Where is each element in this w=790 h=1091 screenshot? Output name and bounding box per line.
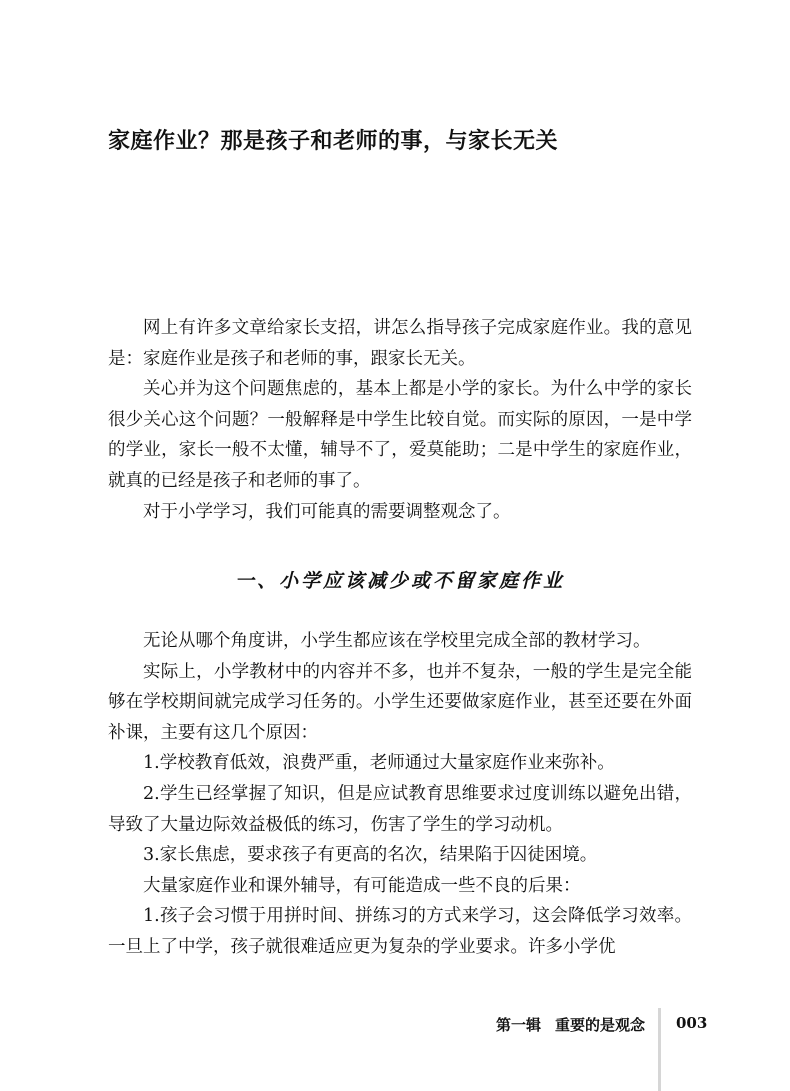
section-body (108, 626, 692, 963)
intro-body (108, 313, 692, 527)
paragraph: 无论从哪个角度讲，小学生都应该在学校里完成全部的教材学习。 (143, 631, 651, 651)
chapter-title: 家庭作业？那是孩子和老师的事，与家长无关 (108, 128, 559, 154)
list-item: 1.学校教育低效，浪费严重，老师通过大量家庭作业来弥补。 (143, 753, 615, 774)
list-item: 1.孩子会习惯于用拼时间、拼练习的方式来学习，这会降低学习效率。一旦上了中学，孩子就很难适应更为复杂的学业要求。许多小学优 (108, 906, 692, 957)
paragraph: 大量家庭作业和课外辅导，有可能造成一些不良的后果： (143, 875, 581, 896)
list-item: 2.学生已经掌握了知识，但是应试教育思维要求过度训练以避免出错，导致了大量边际效益极低的练习，伤害了学生的学习动机。 (108, 783, 692, 835)
footer-divider (658, 1008, 661, 1091)
section-heading: 一、小学应该减少或不留家庭作业 (234, 570, 565, 592)
running-footer (496, 1014, 645, 1035)
footer-part: 第一辑 (495, 1016, 541, 1034)
page-number: 003 (676, 1014, 708, 1032)
paragraph: 关心并为这个问题焦虑的，基本上都是小学的家长。为什么中学的家长很少关心这个问题？一般解释是中学生比较自觉。而实际的原因，一是中学的学业，家长一般不太懂，辅导不了，爱莫能助；二是中学生的家庭作业，就真的已经是孩子和老师的事了。 (108, 379, 692, 491)
footer-section-title: 重要的是观念 (554, 1016, 645, 1034)
paragraph: 网上有许多文章给家长支招，讲怎么指导孩子完成家庭作业。我的意见是：家庭作业是孩子和老师的事，跟家长无关。 (108, 318, 692, 369)
list-item: 3.家长焦虑，要求孩子有更高的名次，结果陷于囚徒困境。 (143, 845, 598, 866)
paragraph: 对于小学学习，我们可能真的需要调整观念了。 (143, 501, 511, 522)
paragraph: 实际上，小学教材中的内容并不多，也并不复杂，一般的学生是完全能够在学校期间就完成学习任务的。小学生还要做家庭作业，甚至还要在外面补课，主要有这几个原因： (108, 661, 692, 743)
